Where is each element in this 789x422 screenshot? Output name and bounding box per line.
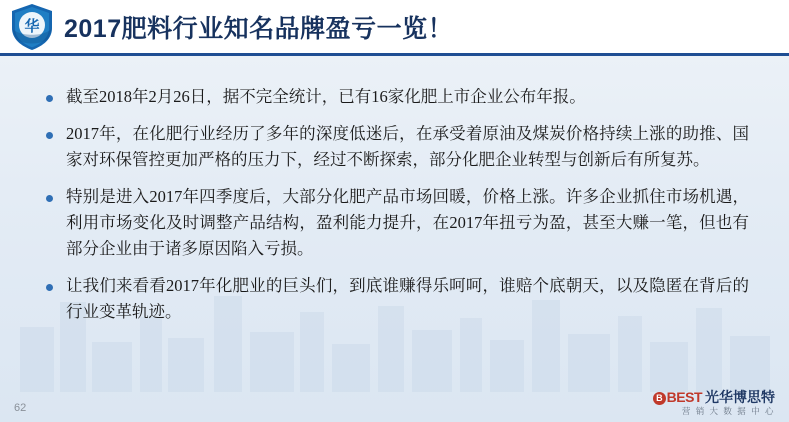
list-item: 特别是进入2017年四季度后，大部分化肥产品市场回暖，价格上涨。许多企业抓住市场机遇，利用市场变化及时调整产品结构，盈利能力提升，在2017年扭亏为盈，甚至大赚一笔，但也有部分企业由于诸多原因陷入亏损。 — [44, 184, 749, 262]
bullet-list — [44, 84, 749, 326]
list-item: 截至2018年2月26日，据不完全统计，已有16家化肥上市企业公布年报。 — [44, 84, 749, 110]
brand-logo-icon — [653, 390, 702, 405]
svg-text:华: 华 — [24, 17, 40, 35]
slide-footer — [0, 384, 789, 422]
list-item: 2017年，在化肥行业经历了多年的深度低迷后，在承受着原油及煤炭价格持续上涨的助推、国家对环保管控更加严格的压力下，经过不断探索，部分化肥企业转型与创新后有所复苏。 — [44, 121, 749, 173]
brand-mark-text: BEST — [666, 389, 702, 406]
list-item: 让我们来看看2017年化肥业的巨头们，到底谁赚得乐呵呵，谁赔个底朝天，以及隐匿在背后的行业变革轨迹。 — [44, 273, 749, 325]
page-title: 2017肥料行业知名品牌盈亏一览！ — [64, 14, 454, 43]
brand-initial: B — [653, 392, 666, 405]
shield-logo-icon — [6, 1, 58, 53]
page-number: 62 — [14, 402, 27, 414]
brand-name: 光华博思特 — [705, 389, 775, 406]
slide-header — [0, 0, 789, 56]
brand-subtitle: 营 销 大 数 据 中 心 — [681, 406, 775, 417]
slide-body — [0, 56, 789, 384]
brand-block — [653, 390, 775, 416]
